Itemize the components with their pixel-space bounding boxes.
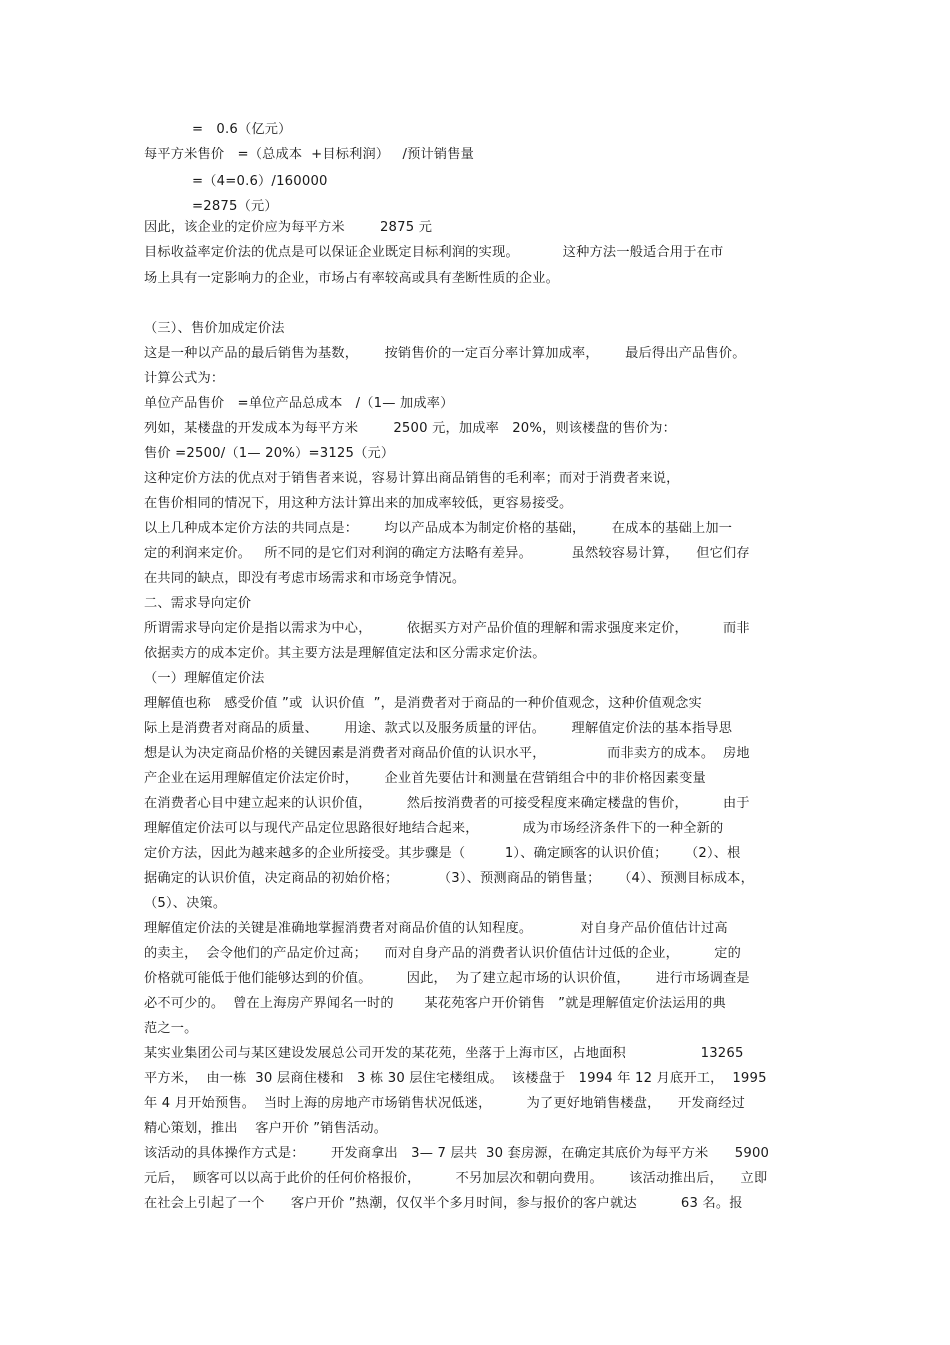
text-line: 际上是消费者对商品的质量、 用途、款式以及服务质量的评估。 理解值定价法的基本指导思: [144, 721, 733, 736]
text-line: 价格就可能低于他们能够达到的价值。 因此， 为了建立起市场的认识价值， 进行市场调查是: [144, 971, 750, 986]
text-line: =（4=0.6）/160000: [192, 174, 328, 189]
text-line: 精心策划，推出 客户开价 ”销售活动。: [144, 1121, 388, 1136]
text-line: =2875（元）: [192, 199, 278, 214]
text-line: 目标收益率定价法的优点是可以保证企业既定目标利润的实现。 这种方法一般适合用于在市: [144, 245, 724, 260]
text-line: 在共同的缺点，即没有考虑市场需求和市场竞争情况。: [144, 571, 466, 586]
text-line: 这是一种以产品的最后销售为基数， 按销售价的一定百分率计算加成率， 最后得出产品售价。: [144, 346, 746, 361]
text-line: 依据卖方的成本定价。其主要方法是理解值定法和区分需求定价法。: [144, 646, 546, 661]
text-line: 列如，某楼盘的开发成本为每平方米 2500 元，加成率 20%，则该楼盘的售价为：: [144, 421, 676, 436]
section-heading: 二、需求导向定价: [144, 596, 252, 611]
text-line: 该活动的具体操作方式是： 开发商拿出 3— 7 层共 30 套房源，在确定其底价为每平方米 5900: [144, 1146, 770, 1161]
text-line: （5）、决策。: [144, 896, 227, 911]
text-line: 在社会上引起了一个 客户开价 ”热潮，仅仅半个多月时间，参与报价的客户就达 63 名。报: [144, 1196, 743, 1211]
text-line: 范之一。: [144, 1021, 198, 1036]
text-line: 据确定的认识价值，决定商品的初始价格； （3）、预测商品的销售量； （4）、预测目标成本，: [144, 871, 754, 886]
text-line: 以上几种成本定价方法的共同点是： 均以产品成本为制定价格的基础， 在成本的基础上加一: [144, 521, 733, 536]
section-heading: （三）、售价加成定价法: [144, 321, 285, 336]
text-line: 所谓需求导向定价是指以需求为中心， 依据买方对产品价值的理解和需求强度来定价， 而非: [144, 621, 750, 636]
text-line: = 0.6（亿元）: [192, 122, 292, 137]
text-line: 定的利润来定价。 所不同的是它们对利润的确定方法略有差异。 虽然较容易计算， 但它们存: [144, 546, 750, 561]
text-line: 想是认为决定商品价格的关键因素是消费者对商品价值的认识水平， 而非卖方的成本。 房地: [144, 746, 750, 761]
text-line: 每平方米售价 =（总成本 +目标利润） /预计销售量: [144, 147, 475, 162]
text-line: 场上具有一定影响力的企业，市场占有率较高或具有垄断性质的企业。: [144, 271, 560, 286]
section-heading: （一）理解值定价法: [144, 671, 265, 686]
text-line: 理解值定价法可以与现代产品定位思路很好地结合起来， 成为市场经济条件下的一种全新的: [144, 821, 724, 836]
formula-line: 单位产品售价 =单位产品总成本 /（1— 加成率）: [144, 396, 454, 411]
text-line: 某实业集团公司与某区建设发展总公司开发的某花苑，坐落于上海市区，占地面积 13265: [144, 1046, 744, 1061]
formula-line: 售价 =2500/（1— 20%）=3125（元）: [144, 446, 395, 461]
text-line: 理解值也称 感受价值 ”或 认识价值 ”，是消费者对于商品的一种价值观念，这种价值观念实: [144, 696, 702, 711]
text-line: 计算公式为：: [144, 371, 225, 386]
text-line: 因此，该企业的定价应为每平方米 2875 元: [144, 220, 433, 235]
text-line: 年 4 月开始预售。 当时上海的房地产市场销售状况低迷， 为了更好地销售楼盘， 开发商经过: [144, 1096, 745, 1111]
text-line: 理解值定价法的关键是准确地掌握消费者对商品价值的认知程度。 对自身产品价值估计过高: [144, 921, 728, 936]
text-line: 在售价相同的情况下，用这种方法计算出来的加成率较低，更容易接受。: [144, 496, 573, 511]
text-line: 定价方法，因此为越来越多的企业所接受。其步骤是（ 1）、确定顾客的认识价值； （2）、根: [144, 846, 741, 861]
text-line: 这种定价方法的优点对于销售者来说，容易计算出商品销售的毛利率；而对于消费者来说，: [144, 471, 680, 486]
text-line: 必不可少的。 曾在上海房产界闻名一时的 某花苑客户开价销售 ”就是理解值定价法运用的典: [144, 996, 726, 1011]
text-line: 在消费者心目中建立起来的认识价值， 然后按消费者的可接受程度来确定楼盘的售价， 由于: [144, 796, 750, 811]
text-line: 元后， 顾客可以以高于此价的任何价格报价， 不另加层次和朝向费用。 该活动推出后， 立即: [144, 1171, 768, 1186]
text-line: 产企业在运用理解值定价法定价时， 企业首先要估计和测量在营销组合中的非价格因素变量: [144, 771, 706, 786]
text-line: 平方米， 由一栋 30 层商住楼和 3 栋 30 层住宅楼组成。 该楼盘于 1994 年 12 月底开工， 1995: [144, 1071, 767, 1086]
text-line: 的卖主， 会令他们的产品定价过高； 而对自身产品的消费者认识价值估计过低的企业， 定的: [144, 946, 741, 961]
